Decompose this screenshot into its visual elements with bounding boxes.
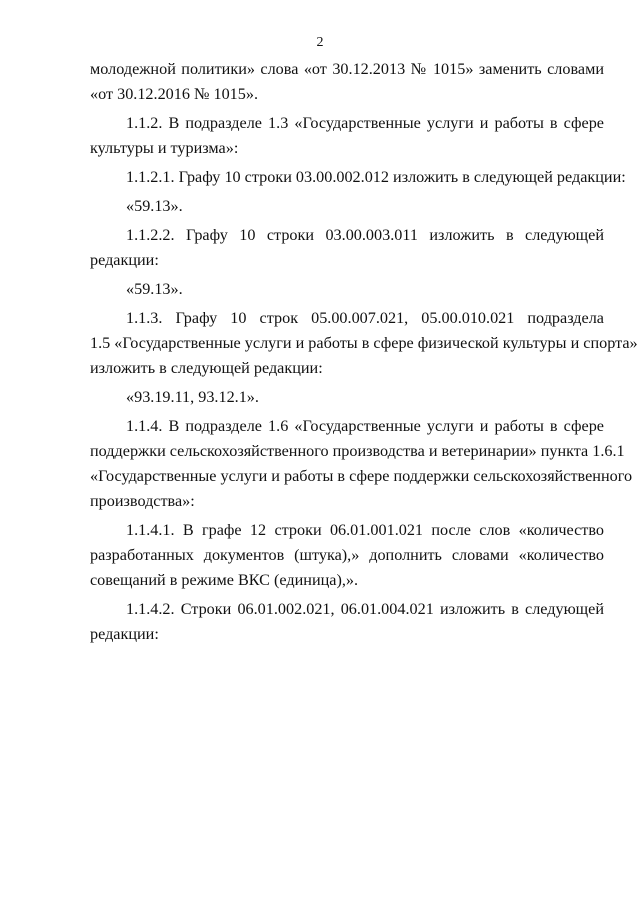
paragraph-line: 1.1.4. В подразделе 1.6 «Государственные услуги и работы в сфере	[126, 417, 604, 435]
paragraph-quote-93	[90, 385, 604, 410]
paragraph-quote-59-13-b	[90, 277, 604, 302]
paragraph-line: культуры и туризма»:	[90, 139, 239, 157]
paragraph-line: «от 30.12.2016 № 1015».	[90, 85, 258, 103]
paragraph-line: редакции:	[90, 625, 159, 643]
paragraph-line: «59.13».	[126, 280, 183, 298]
paragraph-line: 1.1.2.1. Графу 10 строки 03.00.002.012 изложить в следующей редакции:	[126, 168, 626, 186]
paragraph-line: разработанных документов (штука),» дополнить словами «количество	[90, 546, 604, 564]
paragraph-line: совещаний в режиме ВКС (единица),».	[90, 571, 359, 589]
paragraph-1	[90, 57, 604, 107]
paragraph-line: «59.13».	[126, 197, 183, 215]
paragraph-line: «93.19.11, 93.12.1».	[126, 388, 259, 406]
paragraph-line: 1.1.3. Графу 10 строк 05.00.007.021, 05.00.010.021 подраздела	[126, 309, 604, 327]
paragraph-1-1-4-1	[90, 518, 604, 593]
paragraph-line: 1.5 «Государственные услуги и работы в сфере физической культуры и спорта»	[90, 334, 638, 352]
paragraph-1-1-4	[90, 414, 633, 514]
paragraph-line: «Государственные услуги и работы в сфере поддержки сельскохозяйственного	[90, 467, 633, 485]
document-body	[90, 57, 638, 651]
paragraph-line: производства»:	[90, 492, 195, 510]
paragraph-1-1-3	[90, 306, 638, 381]
paragraph-1-1-2-1	[90, 165, 626, 190]
paragraph-1-1-2	[90, 111, 604, 161]
page-number: 2	[316, 35, 324, 50]
paragraph-line: 1.1.2.2. Графу 10 строки 03.00.003.011 изложить в следующей	[126, 226, 604, 244]
paragraph-line: 1.1.4.2. Строки 06.01.002.021, 06.01.004.021 изложить в следующей	[126, 600, 604, 618]
paragraph-line: молодежной политики» слова «от 30.12.2013 № 1015» заменить словами	[90, 60, 604, 78]
paragraph-line: поддержки сельскохозяйственного производства и ветеринарии» пункта 1.6.1	[90, 442, 625, 460]
paragraph-quote-59-13-a	[90, 194, 604, 219]
paragraph-line: 1.1.4.1. В графе 12 строки 06.01.001.021 после слов «количество	[126, 521, 604, 539]
paragraph-1-1-4-2	[90, 597, 604, 647]
paragraph-line: редакции:	[90, 251, 159, 269]
paragraph-line: изложить в следующей редакции:	[90, 359, 323, 377]
paragraph-1-1-2-2	[90, 223, 604, 273]
paragraph-line: 1.1.2. В подразделе 1.3 «Государственные услуги и работы в сфере	[126, 114, 604, 132]
